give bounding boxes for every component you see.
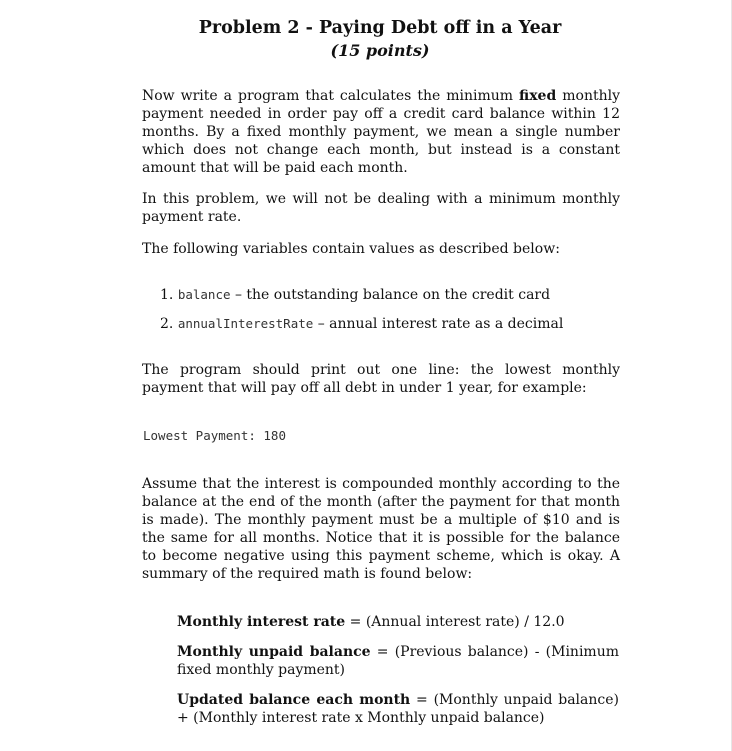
- math-formula: = (Previous balance) - (Minimum fixed monthly payment): [177, 644, 619, 678]
- list-item-number: 2.: [160, 316, 174, 332]
- intro-bold-word: fixed: [519, 88, 557, 104]
- variable-name: annualInterestRate: [177, 316, 314, 331]
- variable-description: – the outstanding balance on the credit card: [230, 287, 551, 303]
- math-monthly-interest-rate: [177, 613, 619, 631]
- math-monthly-unpaid-balance: [177, 643, 619, 679]
- variable-description: – annual interest rate as a decimal: [313, 316, 564, 332]
- list-item: [160, 315, 563, 333]
- no-minimum-rate-paragraph: In this problem, we will not be dealing with a minimum monthly payment rate.: [142, 191, 620, 225]
- variables-intro-paragraph: The following variables contain values as described below:: [142, 241, 560, 257]
- math-label: Updated balance each month: [177, 692, 411, 708]
- problem-points: (15 points): [330, 41, 430, 60]
- example-output-code: Lowest Payment: 180: [143, 428, 286, 443]
- math-formula: = (Monthly unpaid balance) + (Monthly interest rate x Monthly unpaid balance): [177, 692, 619, 726]
- math-label: Monthly interest rate: [177, 614, 346, 630]
- variable-name: balance: [177, 287, 231, 302]
- math-label: Monthly unpaid balance: [177, 644, 371, 660]
- problem-title: Problem 2 - Paying Debt off in a Year: [198, 18, 562, 38]
- math-formula: = (Annual interest rate) / 12.0: [345, 614, 565, 630]
- math-updated-balance: [177, 691, 619, 727]
- list-item-number: 1.: [160, 287, 174, 303]
- list-item: [160, 286, 550, 304]
- assumptions-paragraph: Assume that the interest is compounded monthly according to the balance at the end of the month (after the payment for that month is made). The monthly payment must be a multiple of $10 and is the same for all months. Notice that it is possible for the balance to become negative using this payment scheme, which is okay. A summary of the required math is found below:: [142, 476, 620, 582]
- intro-paragraph: [142, 87, 620, 177]
- output-paragraph: The program should print out one line: the lowest monthly payment that will pay off all debt in under 1 year, for example:: [142, 362, 620, 396]
- intro-text-end: monthly payment needed in order pay off a credit card balance within 12 months. By a fixed monthly payment, we mean a single number which does not change each month, but instead is a constant amount that will be paid each month.: [142, 88, 620, 176]
- intro-text-start: Now write a program that calculates the minimum: [142, 88, 520, 104]
